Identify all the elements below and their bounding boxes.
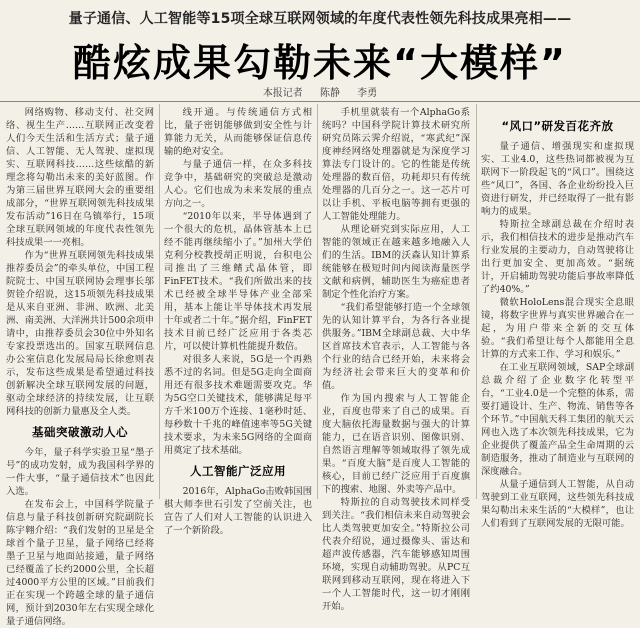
column-4 — [481, 106, 634, 529]
paragraph: 与量子通信一样，在众多科技竞争中，基础研究的突破总是激动人心。它们也成为未来发展的重点方向之一。 — [164, 159, 312, 209]
paragraph: 网络购物、移动支付、社交网络、视生生产……互联网正改变着人们今天生活和生活方式；量子通信、人工智能、无人驾驶、虚拟现实、互联网科技……这些炫酷的新理念将勾勒出未来的美好蓝图。作为第三届世界互联网大会的重要组成部分，“世界互联网领先科技成果发布活动”16日在乌镇举行，15项全球互联网领域的年度代表性领先科技成果一一亮相。 — [6, 107, 154, 248]
paragraph: “2010年以来，半导体遇到了一个很大的危机，晶体管基本上已经不能再继续缩小了。”加州大学伯克利分校教授胡正明说，台积电公司推出了三维鳍式晶体管，即FinFET技术。“我们所做出来的技术已经被全球半导体产业全部采用，基本上能让半导体技术再发展十年或者二十年。”据介绍，FinFET技术目前已经广泛应用于各类芯片，可以使计算机性能提升数倍。 — [164, 211, 312, 352]
section-subhead: 人工智能广泛应用 — [190, 464, 286, 478]
section-subhead: 基础突破激动人心 — [32, 425, 128, 439]
column-divider — [159, 104, 160, 499]
paragraph: “我们希望能够打造一个全球领先的认知计算平台，为各行各业提供服务。”IBM全球副总裁、大中华区首席技术官表示，人工智能与各个行业的结合已经开始，未来将会为经济社会带来巨大的变革和价值。 — [322, 302, 470, 391]
column-divider — [476, 104, 477, 499]
column-3 — [322, 106, 470, 612]
column-1 — [6, 106, 154, 627]
paragraph: 微软HoloLens混合现实全息眼镜，将数字世界与真实世界融合在一起，为用户带来全新的交互体验。“我们希望让每个人都能用全息计算的方式来工作、学习和娱乐。” — [481, 297, 634, 360]
paragraph: 作为“世界互联网领先科技成果推荐委员会”的牵头单位，中国工程院院士、中国互联网协会理事长邬贺铨介绍说，这15项领先科技成果是从来自亚洲、非洲、欧洲、北美洲、南美洲、大洋洲共计500余项申请中，由推荐委员会30位中外知名专家投票选出的。国家互联网信息办公室信息化发展局局长徐愈则表示，发布这些成果是希望通过科技创新解决全球互联网发展的问题，驱动全球经济的持续发展，让互联网科技的创新力量惠及全人类。 — [6, 250, 154, 417]
section-subhead: “风口”研发百花齐放 — [501, 119, 614, 133]
paragraph: 特斯拉的自动驾驶技术同样受到关注。“我们相信未来自动驾驶会比人类驾驶更加安全。”特斯拉公司代表介绍说，通过摄像头、雷达和超声波传感器，汽车能够感知周围环境，实现自动辅助驾驶。从PC互联网到移动互联网，现在将进入下一个人工智能时代，这一切才刚刚开始。 — [322, 497, 470, 612]
column-2 — [164, 106, 312, 536]
paragraph: 特斯拉全球副总裁在介绍时表示，我们相信技术的进步是推动汽车行业发展的主要动力，自动驾驶将让出行更加安全、更加高效。“据统计，开启辅助驾驶功能后事故率降低了约40%。” — [481, 219, 634, 295]
paragraph: 2016年，AlphaGo击败韩国围棋大师李世石引发了空前关注，也宣告了人们对人工智能的认识进入了一个新阶段。 — [164, 486, 312, 536]
paragraph: 量子通信、增强现实和虚拟现实、工业4.0，这些热词都被视为互联网下一阶段起飞的“风口”。围绕这些“风口”，各国、各企业纷纷投入巨资进行研发，并已经取得了一批有影响力的成果。 — [481, 141, 634, 217]
paragraph: 手机里就装有一个AlphaGo系统吗？中国科学院计算技术研究所研究员陈云霁介绍说，“寒武纪”深度神经网络处理器就是为深度学习算法专门设计的。它的性能是传统处理器的数百倍，功耗却只有传统处理器的几百分之一。这一芯片可以让手机、平板电脑等拥有更强的人工智能处理能力。 — [322, 107, 470, 222]
paragraph: 对很多人来说，5G是一个再熟悉不过的名词。但是5G走向全面商用还有很多技术难题需要攻克。华为5G空口关键技术，能够满足每平方千米100万个连接、1毫秒时延、每秒数十千兆的峰值速率等5G关键技术要求，为未来5G网络的全面商用奠定了技术基础。 — [164, 354, 312, 456]
article-headline: 酷炫成果勾勒未来“大模样” — [73, 41, 567, 85]
paragraph: 今年，量子科学实验卫星“墨子号”的成功发射，成为我国科学界的一件大事，“量子通信技术”也因此入选。 — [6, 447, 154, 497]
paragraph: 在工业互联网领域，SAP全球副总裁介绍了企业数字化转型平台，“工业4.0是一个完整的体系，需要打通设计、生产、物流、销售等各个环节。”中国航天科工集团的航天云网也入选了本次领先科技成果，它为企业提供了覆盖产品全生命周期的云制造服务，推动了制造业与互联网的深度融合。 — [481, 362, 634, 477]
paragraph: 作为国内搜索与人工智能企业，百度也带来了自己的成果。百度大脑依托海量数据与强大的计算能力，已在语音识别、图像识别、自然语言理解等领域取得了领先成果。“百度大脑”是百度人工智能的核心，目前已经广泛应用于百度旗下的搜索、地图、外卖等产品中。 — [322, 393, 470, 495]
paragraph: 线开通。与传统通信方式相比，量子密钥能够做到安全性与计算能力无关，从而能够保证信息传输的绝对安全。 — [164, 107, 312, 157]
header-rule — [0, 101, 640, 102]
column-divider — [317, 104, 318, 499]
article-byline: 本报记者 陈静 李勇 — [262, 88, 378, 99]
paragraph: 从量子通信到人工智能，从自动驾驶到工业互联网，这些领先科技成果勾勒出未来生活的“大模样”，也让人们看到了互联网发展的无限可能。 — [481, 479, 634, 529]
paragraph: 从理论研究到实际应用，人工智能的领域正在越来越多地融入人们的生活。IBM的沃森认知计算系统能够在极短时间内阅读海量医学文献和病例，辅助医生为癌症患者制定个性化治疗方案。 — [322, 224, 470, 300]
paragraph: 在发布会上，中国科学院量子信息与量子科技创新研究院副院长陈宇翱介绍：“我们发射的卫星是全球首个量子卫星，量子网络已经将墨子卫星与地面站接通，量子网络已经覆盖了长约2000公里，全长超过4000平方公里的区域。”目前我们正在实现一个跨越全球的量子通信网，预计到2030年左右实现全球化量子通信网络。 — [6, 499, 154, 627]
article-kicker: 量子通信、人工智能等15项全球互联网领域的年度代表性领先科技成果亮相—— — [68, 11, 572, 27]
